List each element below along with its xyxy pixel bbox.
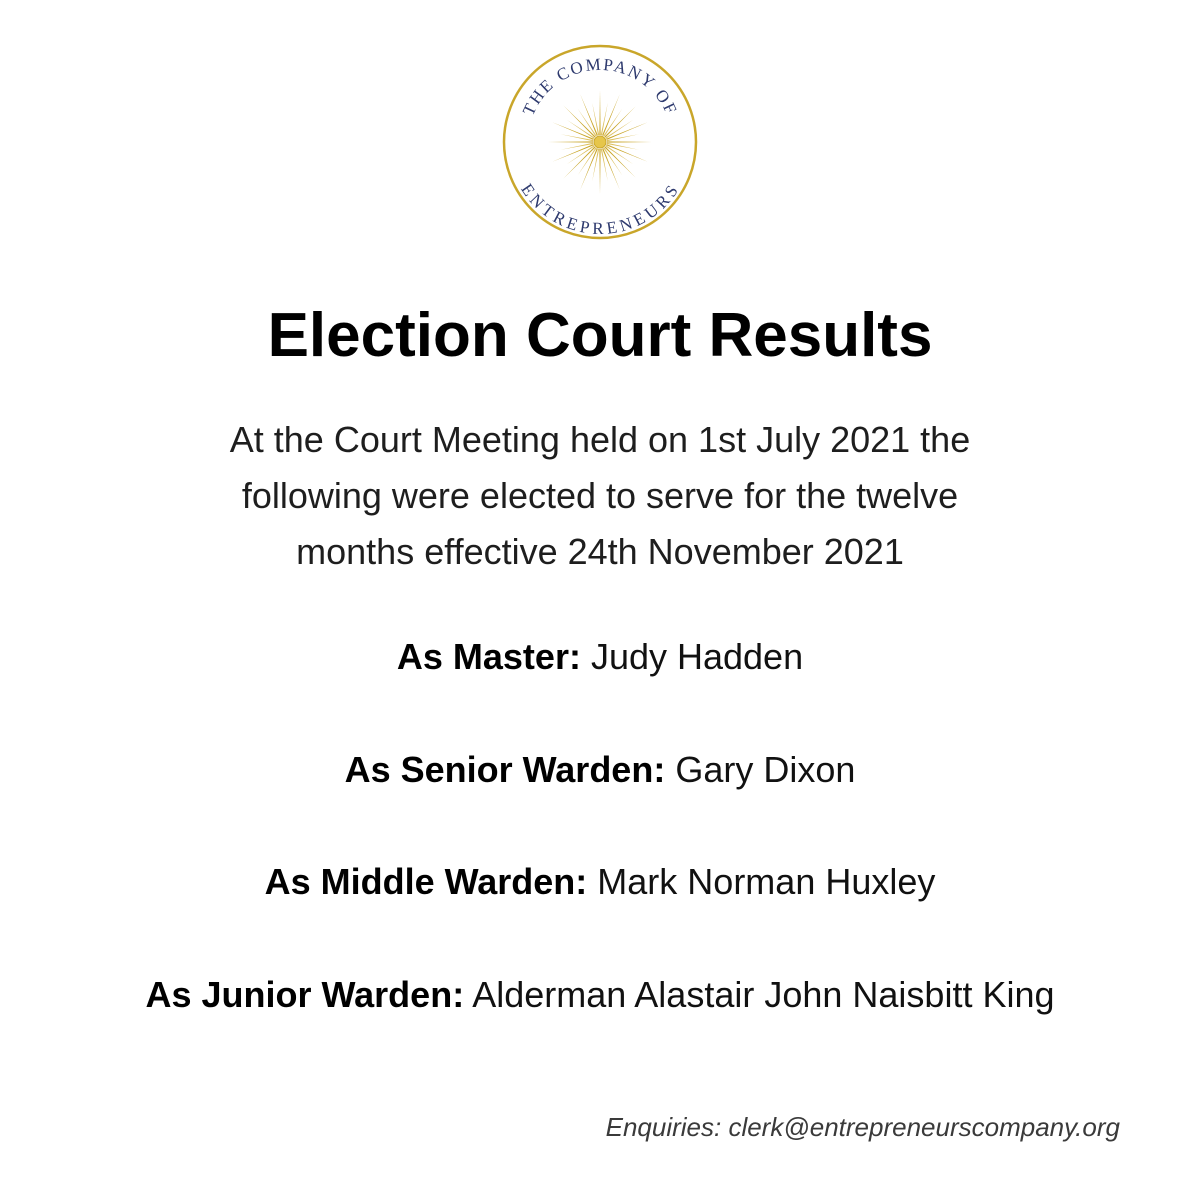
- role-label: As Senior Warden:: [344, 749, 666, 790]
- role-name: Alderman Alastair John Naisbitt King: [472, 974, 1055, 1015]
- intro-paragraph: [100, 412, 1100, 580]
- role-label: As Middle Warden:: [264, 861, 588, 902]
- role-middle-warden: [0, 857, 1200, 907]
- sunburst-ray: [602, 94, 620, 136]
- company-logo: [500, 42, 700, 242]
- sunburst-ray: [602, 148, 620, 190]
- role-senior-warden: [0, 745, 1200, 795]
- sunburst-ray: [552, 122, 594, 140]
- intro-line: At the Court Meeting held on 1st July 2021 the: [229, 419, 971, 460]
- role-label: As Junior Warden:: [145, 974, 465, 1015]
- sunburst-ray: [599, 90, 600, 135]
- sunburst-ray: [563, 146, 595, 178]
- sunburst-ray: [563, 105, 595, 137]
- role-name: Gary Dixon: [675, 749, 856, 790]
- sunburst-ray: [580, 94, 598, 136]
- role-junior-warden: [0, 970, 1200, 1020]
- sunburst-ray: [552, 144, 594, 162]
- sunburst-ray: [604, 105, 636, 137]
- sunburst-ray: [606, 122, 648, 140]
- sunburst-ray: [604, 146, 636, 178]
- role-name: Judy Hadden: [590, 636, 804, 677]
- role-name: Mark Norman Huxley: [597, 861, 936, 902]
- logo-text-bottom: ENTREPRENEURS: [517, 180, 683, 239]
- logo-text-top: THE COMPANY OF: [518, 54, 682, 119]
- role-label: As Master:: [396, 636, 581, 677]
- sunburst-ray: [607, 141, 652, 142]
- page-title: Election Court Results: [267, 301, 933, 370]
- intro-line: months effective 24th November 2021: [296, 531, 904, 572]
- enquiries-contact: Enquiries: clerk@entrepreneurscompany.org: [605, 1112, 1120, 1142]
- sunburst-ray: [580, 148, 598, 190]
- sunburst-ray: [599, 149, 600, 194]
- sunburst-ray: [606, 144, 648, 162]
- role-master: [0, 632, 1200, 682]
- intro-line: following were elected to serve for the twelve: [241, 475, 959, 516]
- sunburst-ray: [548, 141, 593, 142]
